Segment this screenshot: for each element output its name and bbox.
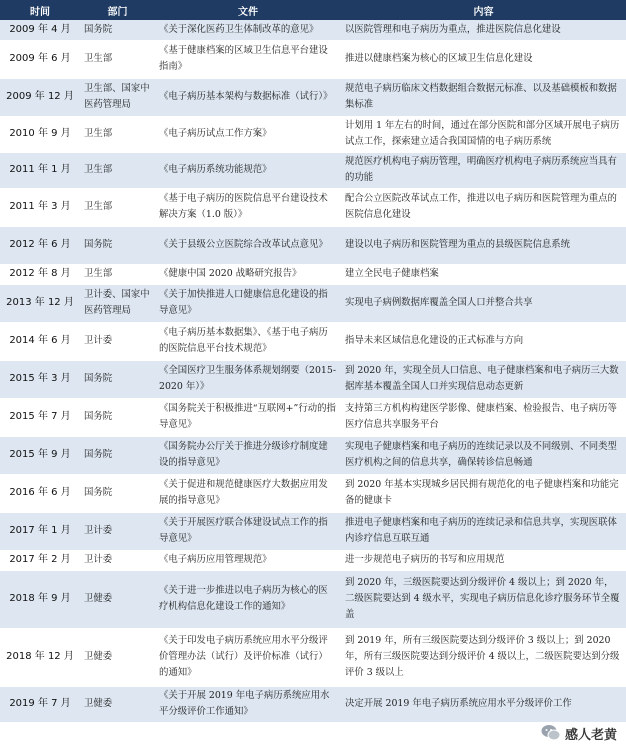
cell-content: 计划用 1 年左右的时间，通过在部分医院和部分区域开展电子病历试点工作，探索建立适合我国国情的电子病历系统 — [341, 116, 626, 152]
cell-document: 《电子病历系统功能规范》 — [155, 152, 341, 188]
cell-time: 2013 年 12 月 — [0, 284, 80, 322]
cell-time: 2016 年 6 月 — [0, 474, 80, 512]
table-row — [0, 398, 626, 436]
cell-department: 卫生部 — [80, 188, 155, 226]
cell-time: 2015 年 7 月 — [0, 398, 80, 436]
cell-content: 配合公立医院改革试点工作，推进以电子病历和医院管理为重点的医院信息化建设 — [341, 188, 626, 226]
cell-content: 到 2020 年，实现全员人口信息、电子健康档案和电子病历三大数据库基本覆盖全国人口并实现信息动态更新 — [341, 360, 626, 398]
cell-content: 进一步规范电子病历的书写和应用规范 — [341, 550, 626, 570]
cell-document: 《基于健康档案的区域卫生信息平台建设指南》 — [155, 40, 341, 78]
cell-document: 《健康中国 2020 战略研究报告》 — [155, 264, 341, 284]
table-row — [0, 20, 626, 40]
table-row — [0, 550, 626, 570]
table-row — [0, 78, 626, 116]
cell-time: 2014 年 6 月 — [0, 322, 80, 360]
cell-content: 支持第三方机构构建医学影像、健康档案、检验报告、电子病历等医疗信息共享服务平台 — [341, 398, 626, 436]
cell-department: 卫生部、国家中医药管理局 — [80, 78, 155, 116]
cell-department: 卫生部 — [80, 116, 155, 152]
cell-content: 实现电子健康档案和电子病历的连续记录以及不同级别、不同类型医疗机构之间的信息共享，确保转诊信息畅通 — [341, 436, 626, 474]
cell-time: 2015 年 9 月 — [0, 436, 80, 474]
cell-department: 卫生部 — [80, 264, 155, 284]
cell-department: 卫健委 — [80, 570, 155, 628]
table-row — [0, 436, 626, 474]
cell-content: 到 2019 年，所有三级医院要达到分级评价 3 级以上；到 2020 年，所有三级医院要达到分级评价 4 级以上，二级医院要达到分级评价 3 级以上 — [341, 628, 626, 686]
cell-department: 卫健委 — [80, 628, 155, 686]
table-row — [0, 284, 626, 322]
cell-content: 推进以健康档案为核心的区域卫生信息化建设 — [341, 40, 626, 78]
cell-time: 2012 年 8 月 — [0, 264, 80, 284]
header-department: 部门 — [80, 0, 155, 20]
table-row — [0, 188, 626, 226]
cell-document: 《关于印发电子病历系统应用水平分级评价管理办法（试行）及评价标准（试行）的通知》 — [155, 628, 341, 686]
cell-department: 国务院 — [80, 20, 155, 40]
cell-department: 国务院 — [80, 474, 155, 512]
wechat-icon — [541, 724, 561, 742]
cell-document: 《关于加快推进人口健康信息化建设的指导意见》 — [155, 284, 341, 322]
table-row — [0, 116, 626, 152]
table-row — [0, 152, 626, 188]
cell-content: 规范医疗机构电子病历管理，明确医疗机构电子病历系统应当具有的功能 — [341, 152, 626, 188]
cell-content: 规范电子病历临床文档数据组合数据元标准、以及基础模板和数据集标准 — [341, 78, 626, 116]
cell-department: 国务院 — [80, 398, 155, 436]
table-row — [0, 226, 626, 264]
cell-document: 《关于促进和规范健康医疗大数据应用发展的指导意见》 — [155, 474, 341, 512]
cell-document: 《关于开展 2019 年电子病历系统应用水平分级评价工作通知》 — [155, 686, 341, 722]
cell-department: 国务院 — [80, 436, 155, 474]
cell-content: 指导未来区域信息化建设的正式标准与方向 — [341, 322, 626, 360]
table-header — [0, 0, 626, 20]
table-row — [0, 512, 626, 550]
table-row — [0, 40, 626, 78]
cell-department: 卫计委 — [80, 322, 155, 360]
cell-department: 卫生部 — [80, 40, 155, 78]
table-row — [0, 360, 626, 398]
table-row — [0, 570, 626, 628]
cell-document: 《国务院办公厅关于推进分级诊疗制度建设的指导意见》 — [155, 436, 341, 474]
cell-content: 到 2020 年基本实现城乡居民拥有规范化的电子健康档案和功能完备的健康卡 — [341, 474, 626, 512]
cell-document: 《全国医疗卫生服务体系规划纲要（2015-2020 年）》 — [155, 360, 341, 398]
cell-document: 《关于进一步推进以电子病历为核心的医疗机构信息化建设工作的通知》 — [155, 570, 341, 628]
cell-time: 2010 年 9 月 — [0, 116, 80, 152]
cell-department: 国务院 — [80, 226, 155, 264]
header-content: 内容 — [341, 0, 626, 20]
table-row — [0, 474, 626, 512]
watermark-text: 感人老黄 — [564, 727, 617, 743]
cell-time: 2015 年 3 月 — [0, 360, 80, 398]
cell-time: 2017 年 2 月 — [0, 550, 80, 570]
watermark — [538, 722, 622, 744]
cell-document: 《电子病历基本架构与数据标准（试行）》 — [155, 78, 341, 116]
cell-document: 《关于深化医药卫生体制改革的意见》 — [155, 20, 341, 40]
cell-document: 《电子病历应用管理规范》 — [155, 550, 341, 570]
cell-time: 2017 年 1 月 — [0, 512, 80, 550]
cell-document: 《基于电子病历的医院信息平台建设技术解决方案（1.0 版）》 — [155, 188, 341, 226]
cell-content: 以医院管理和电子病历为重点，推进医院信息化建设 — [341, 20, 626, 40]
cell-time: 2018 年 9 月 — [0, 570, 80, 628]
table-row — [0, 264, 626, 284]
cell-content: 推进电子健康档案和电子病历的连续记录和信息共享，实现医联体内诊疗信息互联互通 — [341, 512, 626, 550]
cell-department: 卫计委 — [80, 512, 155, 550]
cell-time: 2009 年 4 月 — [0, 20, 80, 40]
cell-time: 2018 年 12 月 — [0, 628, 80, 686]
cell-document: 《关于县级公立医院综合改革试点意见》 — [155, 226, 341, 264]
header-time: 时间 — [0, 0, 80, 20]
cell-time: 2011 年 3 月 — [0, 188, 80, 226]
cell-content: 决定开展 2019 年电子病历系统应用水平分级评价工作 — [341, 686, 626, 722]
cell-document: 《关于开展医疗联合体建设试点工作的指导意见》 — [155, 512, 341, 550]
table-row — [0, 628, 626, 686]
table-row — [0, 686, 626, 722]
table-body — [0, 20, 626, 722]
cell-time: 2019 年 7 月 — [0, 686, 80, 722]
cell-document: 《电子病历试点工作方案》 — [155, 116, 341, 152]
cell-time: 2011 年 1 月 — [0, 152, 80, 188]
cell-content: 建立全民电子健康档案 — [341, 264, 626, 284]
cell-department: 国务院 — [80, 360, 155, 398]
cell-department: 卫计委 — [80, 550, 155, 570]
cell-time: 2009 年 12 月 — [0, 78, 80, 116]
cell-content: 实现电子病例数据库覆盖全国人口并整合共享 — [341, 284, 626, 322]
cell-department: 卫生部 — [80, 152, 155, 188]
cell-content: 建设以电子病历和医院管理为重点的县级医院信息系统 — [341, 226, 626, 264]
cell-department: 卫健委 — [80, 686, 155, 722]
header-document: 文件 — [155, 0, 341, 20]
cell-department: 卫计委、国家中医药管理局 — [80, 284, 155, 322]
table-row — [0, 322, 626, 360]
cell-time: 2009 年 6 月 — [0, 40, 80, 78]
cell-document: 《电子病历基本数据集》、《基于电子病历的医院信息平台技术规范》 — [155, 322, 341, 360]
cell-document: 《国务院关于积极推进“互联网+”行动的指导意见》 — [155, 398, 341, 436]
cell-time: 2012 年 6 月 — [0, 226, 80, 264]
cell-content: 到 2020 年，三级医院要达到分级评价 4 级以上；到 2020 年，二级医院要达到 4 级水平，实现电子病历信息化诊疗服务环节全覆盖 — [341, 570, 626, 628]
